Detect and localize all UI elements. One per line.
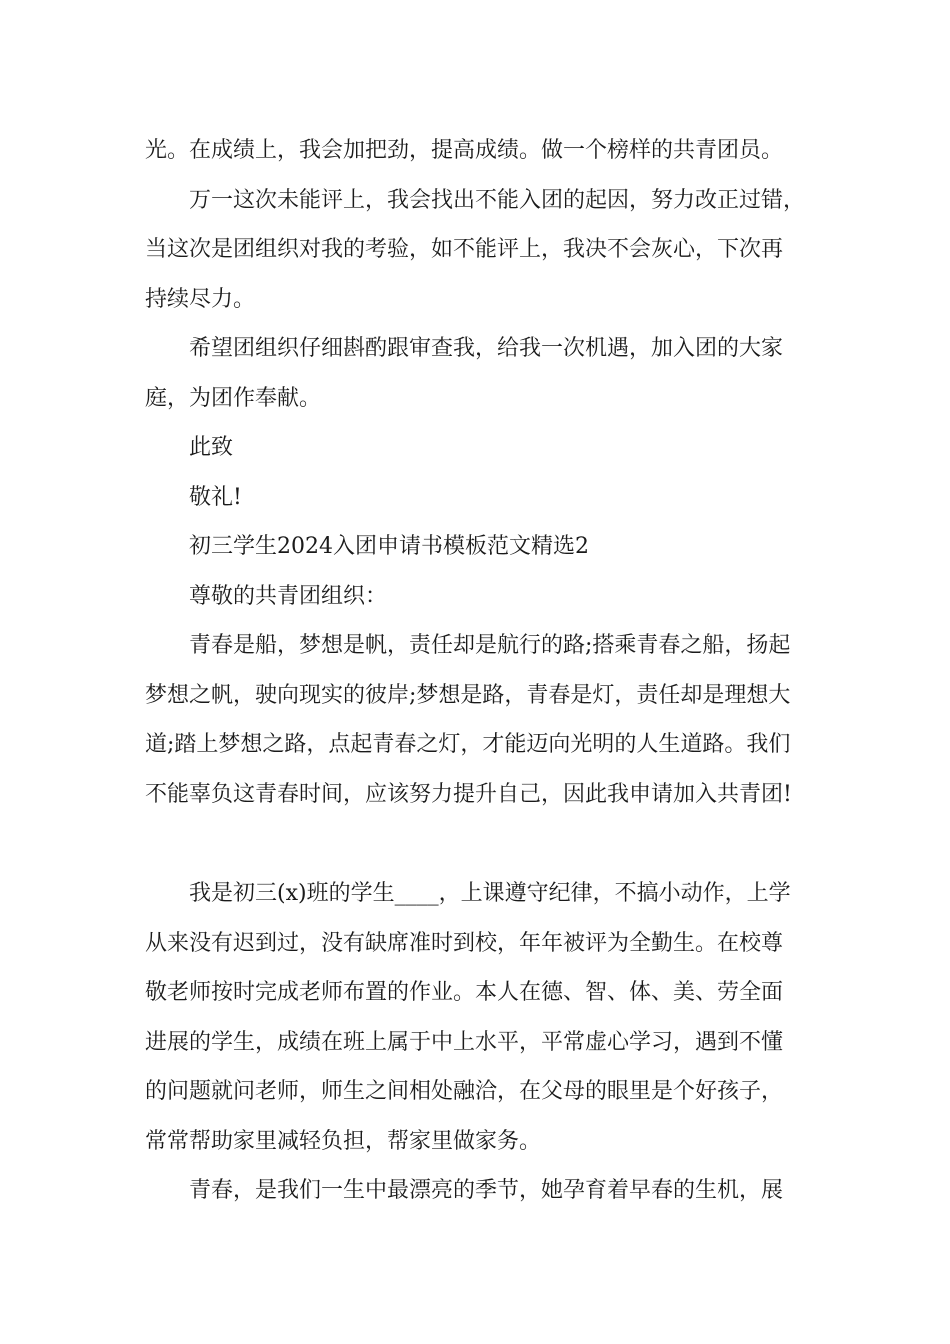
text-line: 进展的学生，成绩在班上属于中上水平，平常虚心学习，遇到不懂 xyxy=(145,1029,784,1055)
paragraph-start: 我是初三(x)班的学生____，上课遵守纪律，不搞小动作，上学 xyxy=(189,881,791,906)
closing-salutation: 此致 xyxy=(189,435,234,460)
closing-regards: 敬礼! xyxy=(189,484,242,510)
text-line: 庭，为团作奉献。 xyxy=(145,385,322,411)
letter-greeting: 尊敬的共青团组织： xyxy=(189,583,388,609)
text-line: 持续尽力。 xyxy=(145,286,256,312)
text-line: 常常帮助家里减轻负担，帮家里做家务。 xyxy=(145,1128,542,1154)
text-line: 光。在成绩上，我会加把劲，提高成绩。做一个榜样的共青团员。 xyxy=(145,138,784,163)
paragraph-start: 青春，是我们一生中最漂亮的季节，她孕育着早春的生机，展 xyxy=(189,1178,784,1203)
text-line: 道;踏上梦想之路，点起青春之灯，才能迈向光明的人生道路。我们 xyxy=(145,732,791,757)
text-line: 的问题就问老师，师生之间相处融洽，在父母的眼里是个好孩子， xyxy=(145,1079,784,1104)
text-line: 梦想之帆，驶向现实的彼岸;梦想是路，青春是灯，责任却是理想大 xyxy=(145,682,791,708)
text-line: 敬老师按时完成老师布置的作业。本人在德、智、体、美、劳全面 xyxy=(145,980,784,1005)
text-line: 当这次是团组织对我的考验，如不能评上，我决不会灰心，下次再 xyxy=(145,237,784,262)
text-line: 从来没有迟到过，没有缺席准时到校，年年被评为全勤生。在校尊 xyxy=(145,930,784,956)
paragraph-start: 万一这次未能评上，我会找出不能入团的起因，努力改正过错， xyxy=(189,187,806,213)
document-body xyxy=(145,126,835,1216)
text-line: 不能辜负这青春时间，应该努力提升自己，因此我申请加入共青团! xyxy=(145,781,792,807)
paragraph-start: 青春是船，梦想是帆，责任却是航行的路;搭乘青春之船，扬起 xyxy=(189,633,791,658)
section-title: 初三学生2024入团申请书模板范文精选2 xyxy=(189,534,589,559)
paragraph-start: 希望团组织仔细斟酌跟审查我，给我一次机遇，加入团的大家 xyxy=(189,336,784,361)
paragraph-gap xyxy=(145,819,835,869)
